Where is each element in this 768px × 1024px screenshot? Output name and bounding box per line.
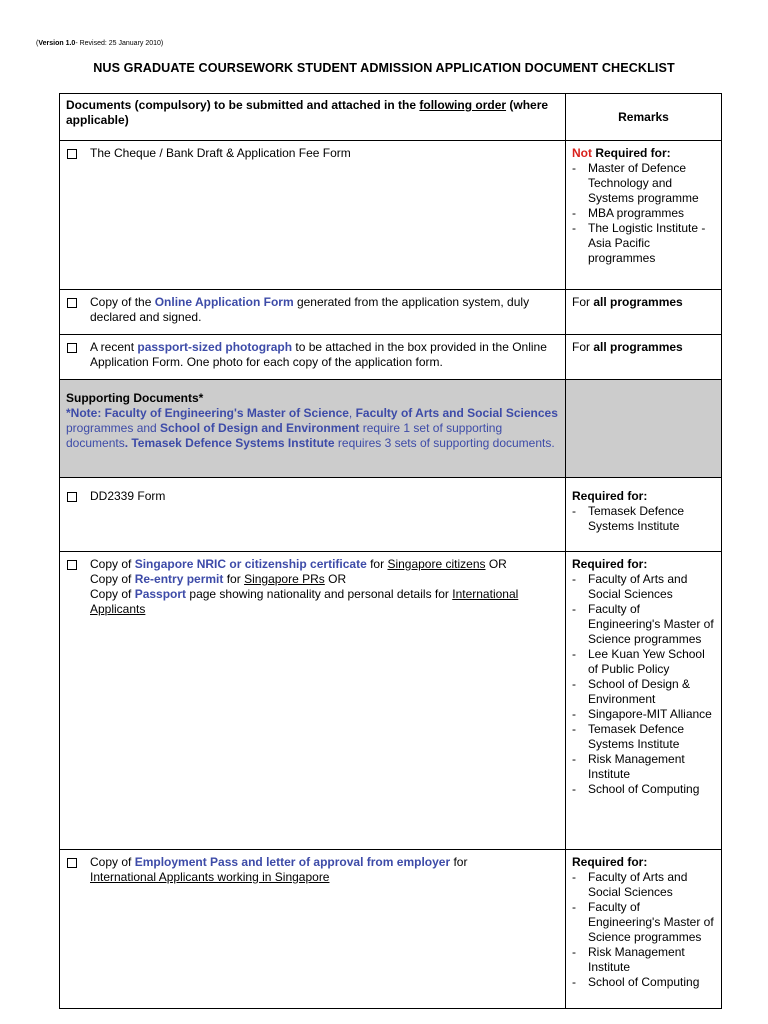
remark-cell bbox=[566, 478, 722, 552]
highlight-text: Singapore NRIC or citizenship certificate bbox=[134, 557, 367, 571]
remark-bold: all programmes bbox=[593, 295, 683, 309]
supporting-documents-cell bbox=[60, 380, 566, 478]
note-bold: . Temasek Defence Systems Institute bbox=[124, 436, 335, 450]
text: for bbox=[450, 855, 468, 869]
table-header-row bbox=[60, 94, 722, 141]
remark-title-text: Required for: bbox=[592, 146, 671, 160]
list-item: - Lee Kuan Yew School of Public Policy bbox=[572, 647, 715, 677]
remark-list bbox=[572, 572, 715, 797]
note-bold: Faculty of Arts and Social Sciences bbox=[355, 406, 558, 420]
header-underlined: following order bbox=[419, 98, 507, 112]
remark-cell bbox=[566, 335, 722, 380]
highlight-text: passport-sized photograph bbox=[137, 340, 293, 354]
remark-list bbox=[572, 161, 715, 266]
remark-cell bbox=[566, 850, 722, 1009]
header-text-suffix: (where applicable) bbox=[66, 98, 549, 127]
checkbox[interactable] bbox=[67, 492, 77, 502]
remark-title: Required for: bbox=[572, 855, 648, 869]
list-item: - Risk Management Institute bbox=[572, 945, 715, 975]
section-title: Supporting Documents* bbox=[66, 391, 204, 405]
highlight-text: Online Application Form bbox=[154, 295, 294, 309]
table-row-dd2339 bbox=[60, 478, 722, 552]
checklist-table bbox=[59, 93, 722, 1009]
checkbox[interactable] bbox=[67, 560, 77, 570]
note-text: , bbox=[348, 406, 356, 420]
text: Copy of bbox=[90, 572, 135, 586]
text: Copy of the bbox=[90, 295, 155, 309]
remark-cell bbox=[566, 552, 722, 850]
list-item: - School of Computing bbox=[572, 782, 715, 797]
text: to be attached in the box provided in the Online Application Form. One photo for each copy of the application form. bbox=[90, 340, 547, 369]
passport-line bbox=[90, 587, 559, 617]
underlined-text: Singapore citizens bbox=[387, 557, 486, 571]
page-title: NUS GRADUATE COURSEWORK STUDENT ADMISSION APPLICATION DOCUMENT CHECKLIST bbox=[93, 61, 675, 75]
note-bold: School of Design and Environment bbox=[160, 421, 360, 435]
document-text: DD2339 Form bbox=[90, 489, 166, 503]
text: for bbox=[366, 557, 388, 571]
table-row-employment bbox=[60, 850, 722, 1009]
document-cell bbox=[60, 290, 566, 335]
list-item: - MBA programmes bbox=[572, 206, 715, 221]
table-row-nric bbox=[60, 552, 722, 850]
nric-line bbox=[90, 557, 559, 572]
list-item: - Singapore-MIT Alliance bbox=[572, 707, 715, 722]
list-item: - School of Design & Environment bbox=[572, 677, 715, 707]
remark-text: For bbox=[572, 295, 594, 309]
not-label: Not bbox=[572, 146, 592, 160]
document-cell bbox=[60, 335, 566, 380]
text: for bbox=[223, 572, 245, 586]
text: Copy of bbox=[90, 587, 135, 601]
documents-column-header bbox=[60, 94, 566, 141]
document-text: The Cheque / Bank Draft & Application Fee Form bbox=[90, 146, 351, 160]
reentry-line bbox=[90, 572, 559, 587]
list-item: - Master of Defence Technology and Systems programme bbox=[572, 161, 715, 206]
text: A recent bbox=[90, 340, 138, 354]
text: OR bbox=[324, 572, 347, 586]
list-item: - School of Computing bbox=[572, 975, 715, 990]
remark-list bbox=[572, 870, 715, 990]
text: page showing nationality and personal details for bbox=[186, 587, 453, 601]
checkbox[interactable] bbox=[67, 149, 77, 159]
remarks-column-header: Remarks bbox=[566, 94, 722, 141]
supporting-remark-cell bbox=[566, 380, 722, 478]
remark-text: For bbox=[572, 340, 594, 354]
note-bold: *Note: Faculty of Engineering's Master of Science bbox=[66, 406, 349, 420]
checkbox[interactable] bbox=[67, 298, 77, 308]
highlight-text: Re-entry permit bbox=[134, 572, 224, 586]
document-cell bbox=[60, 850, 566, 1009]
text: OR bbox=[485, 557, 507, 571]
checkbox[interactable] bbox=[67, 858, 77, 868]
underlined-text: International Applicants bbox=[90, 587, 519, 616]
header-text: Documents (compulsory) to be submitted and attached in the bbox=[66, 98, 420, 112]
list-item: - Temasek Defence Systems Institute bbox=[572, 722, 715, 752]
text: Copy of bbox=[90, 557, 135, 571]
document-cell bbox=[60, 141, 566, 290]
checkbox[interactable] bbox=[67, 343, 77, 353]
remark-bold: all programmes bbox=[593, 340, 683, 354]
list-item: - Faculty of Engineering's Master of Science programmes bbox=[572, 900, 715, 945]
list-item: - Faculty of Engineering's Master of Science programmes bbox=[572, 602, 715, 647]
highlight-text: Employment Pass and letter of approval from employer bbox=[134, 855, 451, 869]
note-text: programmes and bbox=[66, 421, 161, 435]
document-cell bbox=[60, 478, 566, 552]
list-item: - Faculty of Arts and Social Sciences bbox=[572, 572, 715, 602]
supporting-note bbox=[66, 406, 559, 451]
list-item: - Faculty of Arts and Social Sciences bbox=[572, 870, 715, 900]
table-row-supporting-documents bbox=[60, 380, 722, 478]
version-revised: - Revised: 25 January 2010 bbox=[75, 40, 161, 47]
remark-cell bbox=[566, 290, 722, 335]
list-item: - Temasek Defence Systems Institute bbox=[572, 504, 715, 534]
version-note: (Version 1.0- Revised: 25 January 2010) bbox=[36, 40, 164, 47]
remark-title: Required for: bbox=[572, 489, 648, 503]
table-row-cheque bbox=[60, 141, 722, 290]
text: generated from the application system, duly declared and signed. bbox=[90, 295, 530, 324]
note-text: requires 3 sets of supporting documents. bbox=[334, 436, 555, 450]
remark-title bbox=[572, 146, 715, 161]
version-label: Version 1.0 bbox=[38, 40, 76, 47]
note-text: require 1 set of supporting documents bbox=[66, 421, 503, 450]
remark-cell bbox=[566, 141, 722, 290]
underlined-text: Singapore PRs bbox=[244, 572, 325, 586]
list-item: - The Logistic Institute - Asia Pacific programmes bbox=[572, 221, 715, 266]
underlined-text: International Applicants working in Singapore bbox=[90, 870, 330, 884]
remark-title: Required for: bbox=[572, 557, 648, 571]
remark-list bbox=[572, 504, 715, 534]
table-row-photo bbox=[60, 335, 722, 380]
list-item: - Risk Management Institute bbox=[572, 752, 715, 782]
table-row-online-form bbox=[60, 290, 722, 335]
document-cell bbox=[60, 552, 566, 850]
text: Copy of bbox=[90, 855, 135, 869]
highlight-text: Passport bbox=[134, 587, 187, 601]
